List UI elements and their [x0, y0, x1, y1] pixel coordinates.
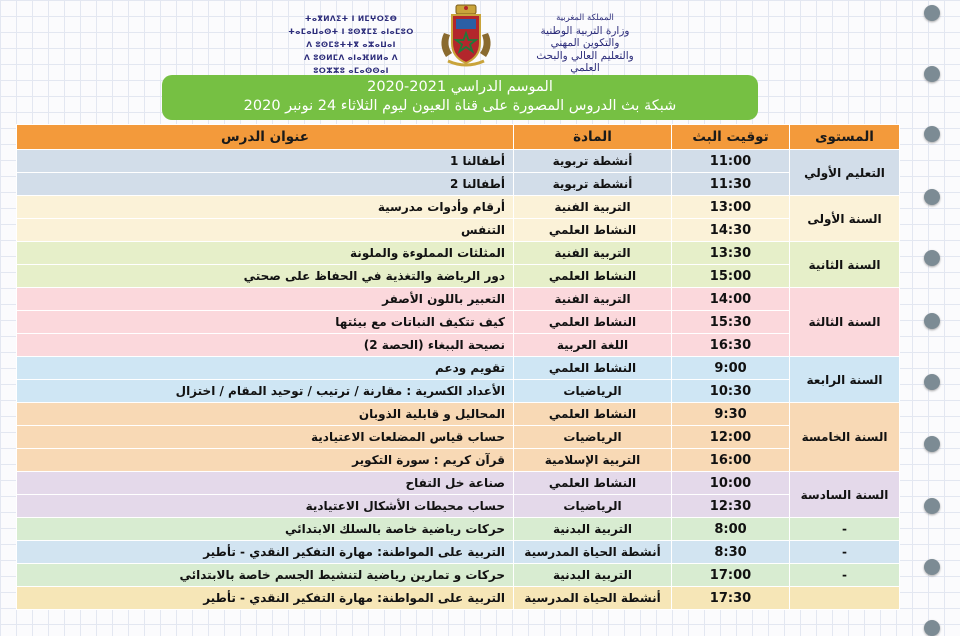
table-row — [17, 564, 900, 587]
table-row — [17, 426, 900, 449]
subject-cell: النشاط العلمي — [514, 403, 672, 426]
time-cell: 15:00 — [672, 265, 790, 288]
level-cell: - — [790, 564, 900, 587]
time-cell: 14:30 — [672, 219, 790, 242]
level-cell: السنة الرابعة — [790, 357, 900, 403]
arabic-line: وزارة التربية الوطنية — [540, 24, 630, 37]
lesson-cell: حساب محيطات الأشكال الاعتيادية — [17, 495, 514, 518]
table-header-row — [17, 125, 900, 150]
table-row — [17, 265, 900, 288]
table-row — [17, 150, 900, 173]
table-row — [17, 449, 900, 472]
subject-cell: النشاط العلمي — [514, 311, 672, 334]
time-cell: 11:30 — [672, 173, 790, 196]
lesson-cell: دور الرياضة والتغذية في الحفاظ على صحتي — [17, 265, 514, 288]
time-cell: 10:00 — [672, 472, 790, 495]
binder-ring-icon — [924, 5, 940, 21]
moroccan-coat-of-arms-icon — [434, 3, 498, 69]
binder-ring-icon — [924, 126, 940, 142]
time-cell: 13:30 — [672, 242, 790, 265]
time-cell: 11:00 — [672, 150, 790, 173]
table-row — [17, 403, 900, 426]
ministry-name-arabic — [520, 12, 650, 75]
time-cell: 10:30 — [672, 380, 790, 403]
table-row — [17, 288, 900, 311]
level-cell — [790, 587, 900, 610]
lesson-cell: أرقام وأدوات مدرسية — [17, 196, 514, 219]
binder-ring-icon — [924, 498, 940, 514]
level-cell: السنة السادسة — [790, 472, 900, 518]
subject-cell: التربية الفنية — [514, 196, 672, 219]
binder-ring-icon — [924, 66, 940, 82]
subject-cell: أنشطة تربوية — [514, 150, 672, 173]
lesson-cell: حركات و تمارين رياضية لتنشيط الجسم خاصة بالابتدائي — [17, 564, 514, 587]
time-cell: 8:00 — [672, 518, 790, 541]
subject-cell: التربية البدنية — [514, 564, 672, 587]
table-row — [17, 196, 900, 219]
lesson-cell: صناعة خل التفاح — [17, 472, 514, 495]
lesson-cell: التعبير باللون الأصفر — [17, 288, 514, 311]
level-cell: السنة الأولى — [790, 196, 900, 242]
lesson-cell: التربية على المواطنة: مهارة التفكير النقدي - تأطير — [17, 541, 514, 564]
lesson-cell: أطفالنا 2 — [17, 173, 514, 196]
table-row — [17, 380, 900, 403]
lesson-cell: الأعداد الكسرية : مقارنة / ترتيب / توحيد المقام / اختزال — [17, 380, 514, 403]
time-cell: 9:00 — [672, 357, 790, 380]
binder-ring-icon — [924, 250, 940, 266]
time-cell: 14:00 — [672, 288, 790, 311]
subject-cell: التربية الإسلامية — [514, 449, 672, 472]
table-row — [17, 357, 900, 380]
table-row — [17, 587, 900, 610]
school-year-title: الموسم الدراسي 2021-2020 — [367, 79, 553, 95]
subject-cell: اللغة العربية — [514, 334, 672, 357]
level-header: المستوى — [790, 125, 900, 150]
binder-ring-icon — [924, 620, 940, 636]
subject-header: المادة — [514, 125, 672, 150]
level-cell: التعليم الأولي — [790, 150, 900, 196]
table-row — [17, 173, 900, 196]
table-row — [17, 495, 900, 518]
lesson-cell: تقويم ودعم — [17, 357, 514, 380]
arabic-line: المملكة المغربية — [556, 13, 614, 23]
subject-cell: أنشطة تربوية — [514, 173, 672, 196]
lesson-cell: التربية على المواطنة: مهارة التفكير النقدي - تأطير — [17, 587, 514, 610]
time-cell: 13:00 — [672, 196, 790, 219]
subject-cell: التربية البدنية — [514, 518, 672, 541]
table-row — [17, 518, 900, 541]
lesson-cell: المحاليل و قابلية الذوبان — [17, 403, 514, 426]
binder-ring-icon — [924, 436, 940, 452]
subject-cell: النشاط العلمي — [514, 265, 672, 288]
tifinagh-line: ⴷ ⵓⵙⵎⵓⵜⵜⴳ ⴰⵣⴰⵡⴰⵏ — [306, 40, 396, 49]
lesson-cell: المثلثات المملوءة والملونة — [17, 242, 514, 265]
table-row — [17, 219, 900, 242]
lesson-cell: حركات رياضية خاصة بالسلك الابتدائي — [17, 518, 514, 541]
time-cell: 17:30 — [672, 587, 790, 610]
subject-cell: النشاط العلمي — [514, 357, 672, 380]
time-cell: 16:30 — [672, 334, 790, 357]
level-cell: السنة الثانية — [790, 242, 900, 288]
tifinagh-line: ⵜⴰⵎⴰⵡⴰⵙⵜ ⵏ ⵓⵙⴳⵎⵉ ⴰⵏⴰⵎⵓⵔ — [288, 27, 414, 36]
level-cell: - — [790, 541, 900, 564]
time-cell: 9:30 — [672, 403, 790, 426]
subject-cell: الرياضيات — [514, 426, 672, 449]
level-cell: السنة الخامسة — [790, 403, 900, 472]
subject-cell: الرياضيات — [514, 380, 672, 403]
lesson-cell: كيف تتكيف النباتات مع بيئتها — [17, 311, 514, 334]
lesson-header: عنوان الدرس — [17, 125, 514, 150]
arabic-line: والتعليم العالي والبحث العلمي — [536, 49, 634, 74]
subject-cell: أنشطة الحياة المدرسية — [514, 587, 672, 610]
subject-cell: النشاط العلمي — [514, 219, 672, 242]
table-row — [17, 242, 900, 265]
subject-cell: التربية الفنية — [514, 288, 672, 311]
time-cell: 17:00 — [672, 564, 790, 587]
tifinagh-line: ⵜⴰⴳⵍⴷⵉⵜ ⵏ ⵍⵎⵖⵔⵉⴱ — [304, 14, 398, 23]
table-row — [17, 541, 900, 564]
table-row — [17, 311, 900, 334]
binder-ring-icon — [924, 313, 940, 329]
time-header: توقيت البث — [672, 125, 790, 150]
level-cell: السنة الثالثة — [790, 288, 900, 357]
table-row — [17, 334, 900, 357]
title-banner — [162, 75, 758, 120]
binder-ring-icon — [924, 559, 940, 575]
time-cell: 16:00 — [672, 449, 790, 472]
level-cell: - — [790, 518, 900, 541]
broadcast-schedule-table — [16, 124, 900, 610]
subject-cell: النشاط العلمي — [514, 472, 672, 495]
time-cell: 15:30 — [672, 311, 790, 334]
arabic-line: والتكوين المهني — [550, 37, 620, 49]
tifinagh-line: ⴷ ⵓⵙⵍⵎⴷ ⴰⵏⴰⴼⵍⵍⴰ ⴷ ⵓⵔⵣⵣⵓ ⴰⵎⴰⵙⵙⴰⵏ — [303, 53, 398, 75]
lesson-cell: أطفالنا 1 — [17, 150, 514, 173]
binder-ring-icon — [924, 189, 940, 205]
time-cell: 12:00 — [672, 426, 790, 449]
time-cell: 8:30 — [672, 541, 790, 564]
broadcast-schedule-title: شبكة بث الدروس المصورة على قناة العيون ليوم الثلاثاء 24 نونبر 2020 — [243, 98, 677, 114]
subject-cell: الرياضيات — [514, 495, 672, 518]
time-cell: 12:30 — [672, 495, 790, 518]
lesson-cell: قرآن كريم : سورة التكوير — [17, 449, 514, 472]
lesson-cell: نصيحة الببغاء (الحصة 2) — [17, 334, 514, 357]
ministry-name-tifinagh — [288, 12, 414, 77]
subject-cell: أنشطة الحياة المدرسية — [514, 541, 672, 564]
lesson-cell: التنفس — [17, 219, 514, 242]
binder-ring-icon — [924, 374, 940, 390]
lesson-cell: حساب قياس المضلعات الاعتيادية — [17, 426, 514, 449]
subject-cell: التربية الفنية — [514, 242, 672, 265]
table-row — [17, 472, 900, 495]
